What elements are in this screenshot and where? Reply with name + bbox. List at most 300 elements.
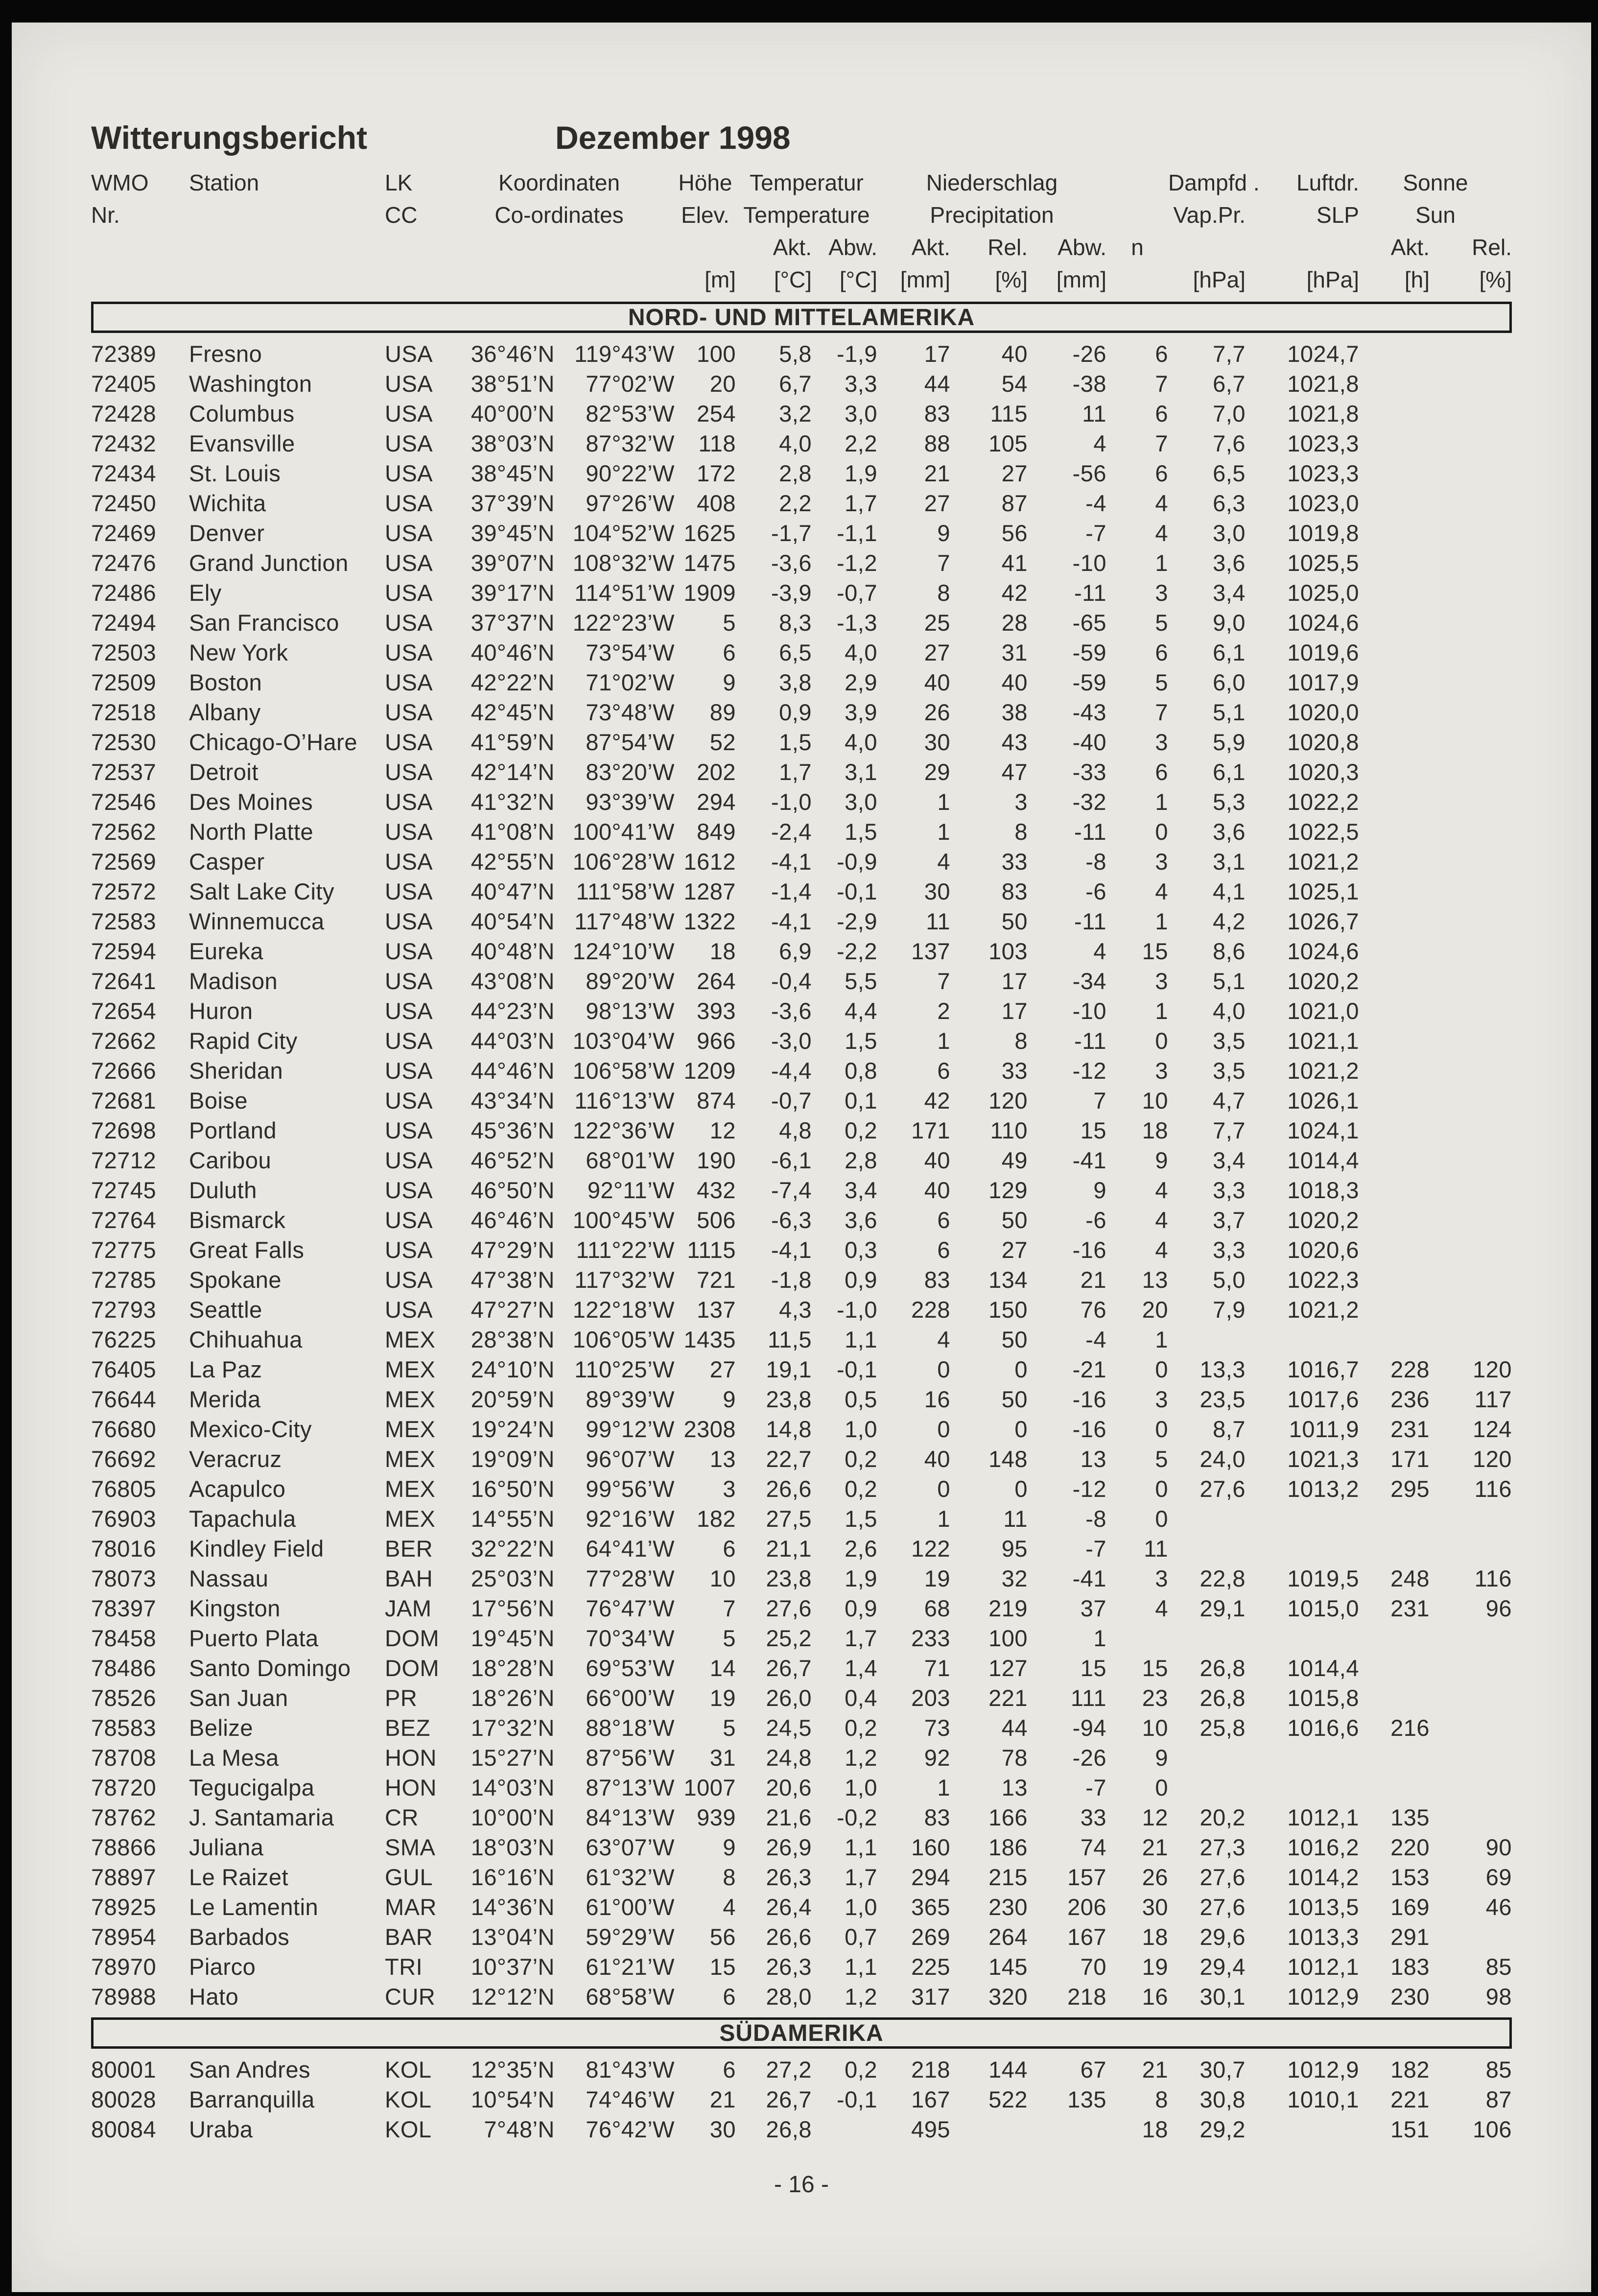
cell-t-akt: 14,8 (766, 1416, 812, 1442)
cell-elev: 5 (723, 1625, 736, 1651)
cell-station: North Platte (189, 819, 314, 845)
cell-lat: 18°03’N (470, 1834, 555, 1860)
cell-t-akt: 4,8 (779, 1117, 812, 1143)
col-precipitation-label: Precipitation (930, 202, 1054, 228)
cell-elev: 254 (697, 401, 736, 426)
section-rows (91, 339, 1512, 2012)
cell-p-akt: 44 (924, 371, 950, 397)
cell-lat: 38°51’N (470, 371, 555, 397)
cell-p-rel: 127 (988, 1655, 1028, 1681)
cell-station: Piarco (189, 1954, 256, 1980)
cell-cc: USA (385, 430, 433, 456)
cell-p-rel: 144 (988, 2057, 1028, 2083)
sub-temp-akt-label: Akt. (773, 235, 812, 260)
cell-lat: 24°10’N (470, 1356, 555, 1382)
cell-slp: 1024,6 (1287, 610, 1359, 636)
cell-cc: CUR (385, 1984, 436, 2010)
cell-t-abw: 1,7 (845, 1864, 877, 1890)
section-title: SÜDAMERIKA (719, 2020, 884, 2046)
cell-lat: 16°50’N (470, 1476, 555, 1502)
col-elev-label: Elev. (681, 202, 729, 228)
cell-vap-pr: 3,4 (1213, 580, 1246, 606)
cell-sun-akt: 231 (1390, 1595, 1430, 1621)
cell-cc: MEX (385, 1446, 436, 1472)
cell-sun-rel: 85 (1485, 2057, 1512, 2083)
cell-vap-pr: 29,1 (1199, 1595, 1246, 1621)
cell-p-abw: 218 (1067, 1984, 1106, 2010)
cell-slp: 1014,4 (1287, 1147, 1359, 1173)
cell-station: Great Falls (189, 1237, 305, 1263)
cell-t-akt: 26,0 (766, 1685, 812, 1711)
section-title: NORD- UND MITTELAMERIKA (628, 304, 975, 331)
table-row (91, 1593, 1512, 1623)
cell-slp: 1012,1 (1287, 1954, 1359, 1980)
cell-elev: 172 (697, 460, 736, 486)
cell-wmo: 72654 (91, 998, 157, 1024)
table-row (91, 2084, 1512, 2114)
cell-elev: 10 (709, 1565, 736, 1591)
cell-n: 10 (1142, 1088, 1168, 1113)
cell-elev: 21 (709, 2086, 736, 2112)
cell-sun-akt: 182 (1390, 2057, 1430, 2083)
cell-p-abw: 9 (1093, 1177, 1106, 1203)
cell-cc: HON (385, 1745, 437, 1771)
cell-wmo: 72666 (91, 1058, 157, 1084)
section-header-bar (91, 2017, 1512, 2049)
cell-wmo: 76903 (91, 1506, 157, 1532)
cell-p-rel: 95 (1001, 1536, 1028, 1562)
cell-slp: 1023,3 (1287, 430, 1359, 456)
cell-elev: 20 (709, 371, 736, 397)
table-row (91, 488, 1512, 518)
cell-t-akt: 8,3 (779, 610, 812, 636)
cell-cc: USA (385, 1088, 433, 1113)
cell-p-abw: 7 (1093, 1088, 1106, 1113)
cell-wmo: 72450 (91, 490, 157, 516)
cell-p-rel: 41 (1001, 550, 1028, 576)
cell-sun-rel: 96 (1485, 1595, 1512, 1621)
cell-lat: 40°46’N (470, 639, 555, 665)
cell-t-akt: -2,4 (771, 819, 812, 845)
cell-wmo: 72509 (91, 669, 157, 695)
cell-cc: USA (385, 699, 433, 725)
cell-p-akt: 21 (924, 460, 950, 486)
unit-mm-abw-label: [mm] (1056, 267, 1106, 292)
cell-vap-pr: 26,8 (1199, 1655, 1246, 1681)
cell-p-rel: 17 (1001, 998, 1028, 1024)
cell-lat: 43°08’N (470, 968, 555, 994)
cell-p-akt: 30 (924, 878, 950, 904)
cell-elev: 31 (709, 1745, 736, 1771)
cell-p-akt: 40 (924, 1446, 950, 1472)
cell-cc: USA (385, 371, 433, 397)
cell-lon: 76°47’W (586, 1595, 675, 1621)
cell-station: St. Louis (189, 460, 281, 486)
cell-t-abw: -1,9 (837, 341, 877, 367)
cell-p-akt: 27 (924, 639, 950, 665)
cell-n: 6 (1155, 759, 1168, 785)
cell-vap-pr: 8,7 (1213, 1416, 1246, 1442)
cell-p-abw: 167 (1067, 1924, 1106, 1950)
cell-lat: 10°54’N (470, 2086, 555, 2112)
cell-cc: BEZ (385, 1715, 430, 1741)
cell-p-akt: 225 (911, 1954, 950, 1980)
cell-p-akt: 122 (911, 1536, 950, 1562)
cell-wmo: 80028 (91, 2086, 157, 2112)
cell-slp: 1020,3 (1287, 759, 1359, 785)
cell-t-akt: 27,6 (766, 1595, 812, 1621)
cell-lon: 103°04’W (572, 1028, 675, 1054)
cell-vap-pr: 5,9 (1213, 729, 1246, 755)
cell-p-rel: 145 (988, 1954, 1028, 1980)
table-row (91, 1295, 1512, 1325)
cell-cc: USA (385, 789, 433, 815)
cell-wmo: 72486 (91, 580, 157, 606)
cell-cc: DOM (385, 1655, 440, 1681)
cell-p-akt: 40 (924, 1177, 950, 1203)
table-row (91, 1235, 1512, 1265)
cell-station: Ely (189, 580, 222, 606)
cell-n: 16 (1142, 1984, 1168, 2010)
cell-n: 4 (1155, 1207, 1168, 1233)
cell-p-rel: 120 (988, 1088, 1028, 1113)
cell-p-akt: 6 (937, 1207, 950, 1233)
cell-lat: 28°38’N (470, 1326, 555, 1352)
cell-lon: 119°43’W (574, 341, 675, 367)
cell-wmo: 78708 (91, 1745, 157, 1771)
table-row (91, 1145, 1512, 1175)
cell-p-abw: 1 (1093, 1625, 1106, 1651)
cell-n: 0 (1155, 819, 1168, 845)
cell-lon: 108°32’W (572, 550, 675, 576)
cell-sun-rel: 120 (1473, 1356, 1512, 1382)
cell-vap-pr: 7,9 (1213, 1297, 1246, 1323)
cell-t-abw: 3,6 (845, 1207, 877, 1233)
cell-wmo: 80084 (91, 2116, 157, 2142)
cell-vap-pr: 3,4 (1213, 1147, 1246, 1173)
cell-wmo: 72537 (91, 759, 157, 785)
cell-slp: 1018,3 (1287, 1177, 1359, 1203)
cell-p-akt: 71 (924, 1655, 950, 1681)
cell-cc: TRI (385, 1954, 423, 1980)
cell-wmo: 78954 (91, 1924, 157, 1950)
cell-n: 15 (1142, 1655, 1168, 1681)
cell-p-abw: 37 (1080, 1595, 1106, 1621)
cell-lat: 46°50’N (470, 1177, 555, 1203)
cell-t-akt: -1,0 (771, 789, 812, 815)
cell-t-akt: -4,4 (771, 1058, 812, 1084)
cell-t-abw: 1,9 (845, 460, 877, 486)
cell-cc: USA (385, 639, 433, 665)
cell-lat: 40°00’N (470, 401, 555, 426)
cell-lon: 83°20’W (586, 759, 675, 785)
cell-lat: 12°12’N (470, 1984, 555, 2010)
cell-t-abw: -0,2 (837, 1804, 877, 1830)
cell-t-abw: -0,9 (837, 849, 877, 875)
cell-p-rel: 49 (1001, 1147, 1028, 1173)
cell-cc: MEX (385, 1476, 436, 1502)
cell-t-akt: -1,7 (771, 520, 812, 546)
cell-lon: 106°58’W (572, 1058, 675, 1084)
table-row (91, 1205, 1512, 1235)
cell-station: Albany (189, 699, 261, 725)
cell-t-abw: 0,2 (845, 1117, 877, 1143)
cell-p-akt: 0 (937, 1416, 950, 1442)
cell-cc: USA (385, 610, 433, 636)
cell-lon: 66°00’W (586, 1685, 675, 1711)
cell-wmo: 72569 (91, 849, 157, 875)
cell-vap-pr: 3,6 (1213, 550, 1246, 576)
cell-t-abw: 5,5 (845, 968, 877, 994)
col-luftdr-label: Luftdr. (1296, 170, 1359, 195)
cell-lon: 89°20’W (586, 968, 675, 994)
cell-p-rel: 42 (1001, 580, 1028, 606)
cell-t-abw: 2,8 (845, 1147, 877, 1173)
cell-station: New York (189, 639, 288, 665)
cell-slp: 1016,6 (1287, 1715, 1359, 1741)
cell-p-akt: 88 (924, 430, 950, 456)
cell-p-akt: 11 (926, 908, 950, 934)
cell-p-akt: 160 (911, 1834, 950, 1860)
cell-sun-rel: 85 (1485, 1954, 1512, 1980)
cell-t-akt: 28,0 (766, 1984, 812, 2010)
cell-p-akt: 6 (937, 1237, 950, 1263)
cell-t-akt: 2,2 (779, 490, 812, 516)
cell-p-akt: 203 (911, 1685, 950, 1711)
cell-t-akt: 26,7 (766, 2086, 812, 2112)
cell-lat: 18°28’N (470, 1655, 555, 1681)
cell-t-abw: 1,5 (845, 819, 877, 845)
table-row (91, 847, 1512, 876)
cell-p-rel: 264 (988, 1924, 1028, 1950)
unit-c-abw-label: [°C] (839, 267, 877, 292)
cell-cc: JAM (385, 1595, 432, 1621)
cell-station: Kingston (189, 1595, 281, 1621)
cell-cc: USA (385, 460, 433, 486)
cell-p-abw: -7 (1085, 1536, 1106, 1562)
cell-p-akt: 4 (937, 1326, 950, 1352)
table-row (91, 936, 1512, 966)
cell-n: 1 (1155, 550, 1168, 576)
cell-p-akt: 233 (911, 1625, 950, 1651)
cell-p-akt: 269 (911, 1924, 950, 1950)
cell-t-akt: 26,9 (766, 1834, 812, 1860)
col-koordinaten-label: Koordinaten (498, 170, 620, 195)
cell-p-abw: -38 (1072, 371, 1106, 397)
cell-p-akt: 228 (911, 1297, 950, 1323)
cell-t-abw: 4,0 (845, 729, 877, 755)
cell-vap-pr: 6,0 (1213, 669, 1246, 695)
cell-t-abw: 1,9 (845, 1565, 877, 1591)
cell-p-akt: 218 (911, 2057, 950, 2083)
cell-p-akt: 171 (911, 1117, 950, 1143)
cell-wmo: 78720 (91, 1775, 157, 1800)
cell-station: Spokane (189, 1267, 282, 1293)
cell-station: Fresno (189, 341, 262, 367)
cell-p-abw: -43 (1072, 699, 1106, 725)
cell-slp: 1016,2 (1287, 1834, 1359, 1860)
cell-t-abw: 1,4 (845, 1655, 877, 1681)
cell-station: Chicago-O’Hare (189, 729, 357, 755)
cell-vap-pr: 3,3 (1213, 1237, 1246, 1263)
cell-p-akt: 83 (924, 1804, 950, 1830)
cell-elev: 874 (697, 1088, 736, 1113)
cell-cc: GUL (385, 1864, 433, 1890)
cell-t-abw: 3,0 (845, 789, 877, 815)
cell-lon: 63°07’W (586, 1834, 675, 1860)
cell-elev: 849 (697, 819, 736, 845)
cell-t-akt: 27,2 (766, 2057, 812, 2083)
cell-wmo: 72518 (91, 699, 157, 725)
cell-sun-akt: 228 (1390, 1356, 1430, 1382)
cell-wmo: 78073 (91, 1565, 157, 1591)
table-row (91, 1384, 1512, 1414)
cell-cc: USA (385, 1237, 433, 1263)
table-row (91, 966, 1512, 996)
cell-vap-pr: 26,8 (1199, 1685, 1246, 1711)
cell-slp: 1022,3 (1287, 1267, 1359, 1293)
cell-n: 4 (1155, 1177, 1168, 1203)
cell-t-akt: 1,7 (779, 759, 812, 785)
cell-wmo: 72583 (91, 908, 157, 934)
cell-p-rel: 219 (988, 1595, 1028, 1621)
cell-t-abw: 1,0 (845, 1894, 877, 1920)
cell-n: 3 (1155, 968, 1168, 994)
cell-lon: 74°46’W (586, 2086, 675, 2112)
cell-slp: 1021,1 (1287, 1028, 1359, 1054)
cell-wmo: 72594 (91, 938, 157, 964)
cell-lon: 97°26’W (586, 490, 675, 516)
cell-p-abw: -32 (1072, 789, 1106, 815)
cell-slp: 1012,9 (1287, 1984, 1359, 2010)
cell-elev: 56 (709, 1924, 736, 1950)
cell-slp: 1025,1 (1287, 878, 1359, 904)
cell-n: 4 (1155, 1595, 1168, 1621)
cell-p-rel: 17 (1001, 968, 1028, 994)
cell-p-akt: 7 (937, 968, 950, 994)
cell-lat: 45°36’N (470, 1117, 555, 1143)
cell-n: 0 (1155, 1416, 1168, 1442)
cell-p-akt: 40 (924, 669, 950, 695)
cell-t-akt: 25,2 (766, 1625, 812, 1651)
cell-station: Portland (189, 1117, 277, 1143)
cell-lat: 42°45’N (470, 699, 555, 725)
cell-lat: 10°37’N (470, 1954, 555, 1980)
cell-p-rel: 134 (988, 1267, 1028, 1293)
cell-vap-pr: 20,2 (1199, 1804, 1246, 1830)
cell-sun-akt: 216 (1390, 1715, 1430, 1741)
cell-slp: 1017,9 (1287, 669, 1359, 695)
cell-slp: 1020,2 (1287, 968, 1359, 994)
unit-pct-sun-label: [%] (1479, 267, 1512, 292)
cell-p-rel: 47 (1001, 759, 1028, 785)
cell-sun-akt: 291 (1390, 1924, 1430, 1950)
table-row (91, 697, 1512, 727)
cell-cc: USA (385, 878, 433, 904)
table-row (91, 1713, 1512, 1743)
cell-t-abw: 1,1 (845, 1954, 877, 1980)
cell-t-akt: 24,5 (766, 1715, 812, 1741)
cell-t-akt: -3,6 (771, 550, 812, 576)
cell-t-akt: 19,1 (766, 1356, 812, 1382)
cell-slp: 1015,8 (1287, 1685, 1359, 1711)
cell-lat: 37°39’N (470, 490, 555, 516)
table-row (91, 1802, 1512, 1832)
cell-t-akt: -3,9 (771, 580, 812, 606)
cell-slp: 1019,6 (1287, 639, 1359, 665)
cell-sun-rel: 46 (1485, 1894, 1512, 1920)
cell-lon: 89°39’W (586, 1386, 675, 1412)
cell-t-akt: -7,4 (771, 1177, 812, 1203)
cell-p-abw: 74 (1080, 1834, 1106, 1860)
section-header-bar (91, 302, 1512, 333)
table-row (91, 1414, 1512, 1444)
cell-vap-pr: 4,0 (1213, 998, 1246, 1024)
cell-p-abw: -33 (1072, 759, 1106, 785)
cell-p-akt: 0 (937, 1356, 950, 1382)
cell-p-rel: 166 (988, 1804, 1028, 1830)
col-temperatur-label: Temperatur (750, 170, 864, 195)
cell-p-rel: 33 (1001, 1058, 1028, 1084)
cell-n: 3 (1155, 580, 1168, 606)
table-row (91, 458, 1512, 488)
cell-slp: 1011,9 (1289, 1416, 1359, 1442)
cell-vap-pr: 4,1 (1213, 878, 1246, 904)
cell-lat: 40°47’N (470, 878, 555, 904)
cell-t-akt: 26,3 (766, 1864, 812, 1890)
cell-n: 18 (1142, 1924, 1168, 1950)
cell-p-abw: -41 (1072, 1565, 1106, 1591)
cell-cc: SMA (385, 1834, 436, 1860)
cell-p-rel: 56 (1001, 520, 1028, 546)
cell-p-rel: 50 (1001, 1386, 1028, 1412)
section-rows (91, 2055, 1512, 2144)
cell-wmo: 76225 (91, 1326, 157, 1352)
cell-slp: 1015,0 (1287, 1595, 1359, 1621)
sub-n-label: n (1131, 235, 1144, 260)
cell-cc: USA (385, 580, 433, 606)
cell-wmo: 72546 (91, 789, 157, 815)
cell-sun-rel: 117 (1474, 1386, 1512, 1412)
cell-n: 6 (1155, 460, 1168, 486)
cell-p-akt: 92 (924, 1745, 950, 1771)
cell-wmo: 78866 (91, 1834, 157, 1860)
cell-vap-pr: 27,6 (1199, 1864, 1246, 1890)
cell-vap-pr: 6,1 (1213, 759, 1246, 785)
cell-t-akt: -0,7 (771, 1088, 812, 1113)
cell-p-rel: 0 (1014, 1476, 1028, 1502)
table-row (91, 1086, 1512, 1115)
cell-t-abw: 0,5 (845, 1386, 877, 1412)
cell-p-akt: 30 (924, 729, 950, 755)
cell-elev: 1909 (683, 580, 736, 606)
cell-sun-rel: 116 (1474, 1565, 1512, 1591)
cell-p-abw: -12 (1072, 1058, 1106, 1084)
cell-station: Uraba (189, 2116, 253, 2142)
cell-lon: 64°41’W (586, 1536, 675, 1562)
cell-lon: 99°56’W (586, 1476, 675, 1502)
cell-p-abw: -11 (1074, 819, 1106, 845)
cell-station: Evansville (189, 430, 295, 456)
cell-p-rel: 8 (1014, 1028, 1028, 1054)
cell-sun-akt: 183 (1390, 1954, 1430, 1980)
cell-cc: USA (385, 729, 433, 755)
cell-sun-akt: 221 (1390, 2086, 1430, 2112)
cell-wmo: 78925 (91, 1894, 157, 1920)
cell-station: Rapid City (189, 1028, 298, 1054)
cell-t-abw: 3,9 (845, 699, 877, 725)
cell-slp: 1014,2 (1287, 1864, 1359, 1890)
